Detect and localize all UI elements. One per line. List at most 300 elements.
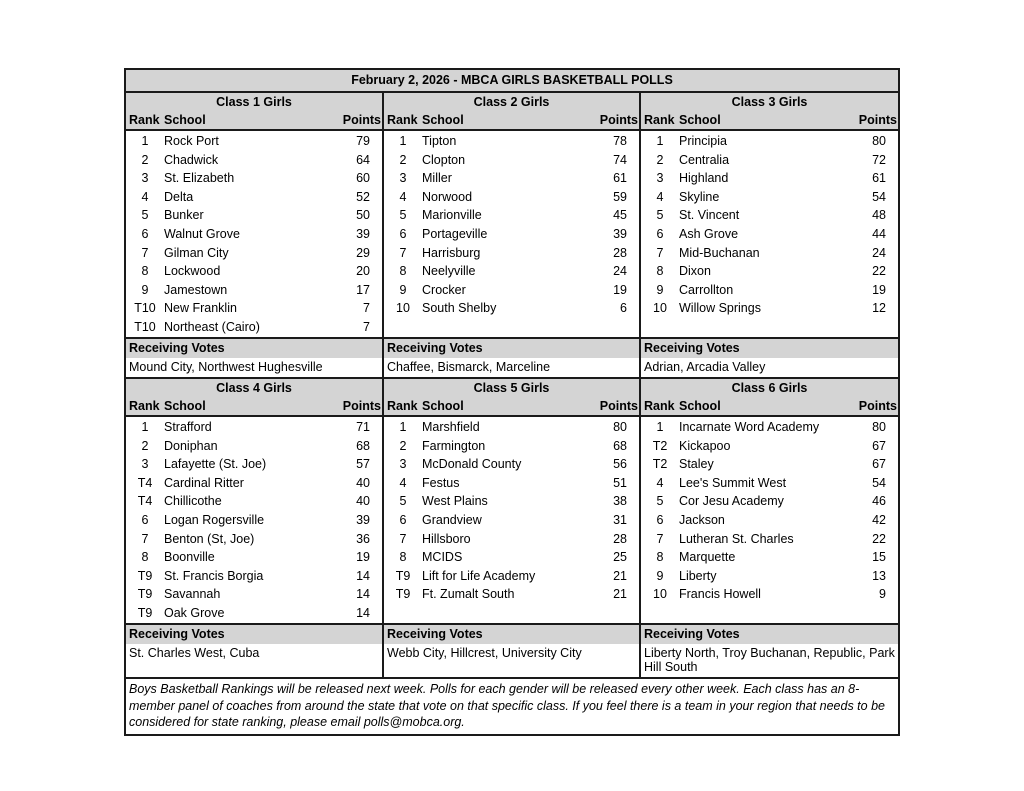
- table-row: [126, 585, 382, 604]
- table-row: [126, 455, 382, 474]
- points-cell: 50: [356, 208, 370, 223]
- table-row: [384, 244, 639, 263]
- band-classes-4-6: [126, 379, 898, 679]
- points-cell: 61: [872, 171, 886, 186]
- school-cell: Cardinal Ritter: [164, 475, 244, 490]
- points-cell: 14: [356, 587, 370, 602]
- rank-cell: T9: [137, 587, 153, 602]
- rank-cell: 8: [656, 264, 664, 279]
- rank-cell: 6: [141, 512, 149, 527]
- school-cell: Lutheran St. Charles: [679, 531, 794, 546]
- school-cell: Chillicothe: [164, 494, 222, 509]
- school-cell: Skyline: [679, 189, 720, 204]
- school-cell: Festus: [422, 475, 460, 490]
- rank-cell: 2: [399, 152, 407, 167]
- points-cell: 14: [356, 605, 370, 620]
- table-row: [641, 548, 898, 567]
- receiving-votes-list: St. Charles West, Cuba: [129, 646, 260, 660]
- class-panel: [384, 93, 641, 377]
- rankings-list: [384, 417, 639, 623]
- school-cell: Centralia: [679, 152, 730, 167]
- class-header: [641, 93, 898, 131]
- points-cell: 72: [872, 152, 886, 167]
- table-row: [384, 299, 639, 318]
- school-cell: Lee's Summit West: [679, 475, 787, 490]
- table-row: [384, 225, 639, 244]
- points-cell: 51: [613, 475, 627, 490]
- school-header: School: [164, 399, 206, 413]
- rank-cell: 5: [141, 208, 149, 223]
- table-row: [641, 244, 898, 263]
- class-title: Class 4 Girls: [216, 381, 292, 395]
- school-cell: Carrollton: [679, 282, 734, 297]
- table-row: [641, 188, 898, 207]
- table-row: [384, 567, 639, 586]
- points-cell: 61: [613, 171, 627, 186]
- class-header: [126, 93, 382, 131]
- points-cell: 28: [613, 531, 627, 546]
- column-headers: [126, 111, 382, 129]
- rank-cell: T9: [395, 587, 411, 602]
- rank-cell: 7: [399, 531, 407, 546]
- school-cell: Cor Jesu Academy: [679, 494, 784, 509]
- rank-cell: 7: [141, 245, 149, 260]
- band-classes-1-3: [126, 93, 898, 379]
- table-row: [126, 132, 382, 151]
- points-header: Points: [342, 399, 381, 413]
- points-cell: 36: [356, 531, 370, 546]
- table-row: [384, 548, 639, 567]
- rank-header: Rank: [387, 399, 418, 413]
- school-cell: Clopton: [422, 152, 466, 167]
- receiving-votes-list: Adrian, Arcadia Valley: [644, 360, 766, 374]
- points-cell: 79: [356, 134, 370, 148]
- rank-cell: 5: [656, 494, 664, 509]
- rank-cell: 3: [399, 457, 407, 472]
- points-cell: 29: [356, 245, 370, 260]
- rank-cell: 9: [656, 282, 664, 297]
- table-row: [126, 548, 382, 567]
- footer-note: Boys Basketball Rankings will be released next week. Polls for each gender will be released every other week. Each class has an 8-member panel of coaches from around the state that vote on that specific class. If you feel there is a team in your region that needs to be considered for state ranking, please email polls@mobca.org.: [129, 682, 885, 729]
- points-cell: 60: [356, 171, 370, 186]
- table-row: [126, 299, 382, 318]
- points-cell: 64: [356, 152, 370, 167]
- school-cell: Walnut Grove: [164, 226, 240, 241]
- rank-cell: 1: [399, 134, 407, 148]
- rank-cell: 4: [141, 189, 149, 204]
- column-headers: [384, 111, 639, 129]
- rank-cell: T10: [134, 319, 156, 334]
- receiving-votes-label: Receiving Votes: [126, 623, 382, 644]
- table-row: [126, 281, 382, 300]
- rank-cell: 7: [656, 245, 664, 260]
- rank-cell: 6: [656, 226, 664, 241]
- class-panel: [126, 93, 384, 377]
- table-row: [641, 567, 898, 586]
- school-cell: McDonald County: [422, 457, 522, 472]
- rank-header: Rank: [129, 113, 160, 127]
- school-cell: Bunker: [164, 208, 204, 223]
- school-cell: Marquette: [679, 550, 736, 565]
- points-cell: 25: [613, 550, 627, 565]
- receiving-votes-label: Receiving Votes: [641, 337, 898, 358]
- school-cell: Tipton: [422, 134, 457, 148]
- rank-cell: T4: [137, 494, 153, 509]
- rank-cell: T9: [137, 568, 153, 583]
- rank-cell: T4: [137, 475, 153, 490]
- class-header: [384, 379, 639, 417]
- table-row: [641, 437, 898, 456]
- table-row: [384, 169, 639, 188]
- table-row: [126, 604, 382, 623]
- rank-cell: 8: [399, 550, 407, 565]
- points-cell: 28: [613, 245, 627, 260]
- rank-cell: 4: [656, 189, 664, 204]
- school-cell: Doniphan: [164, 438, 218, 453]
- points-header: Points: [342, 113, 381, 127]
- points-cell: 54: [872, 475, 886, 490]
- school-cell: Ash Grove: [679, 226, 739, 241]
- receiving-votes-list: Chaffee, Bismarck, Marceline: [387, 360, 551, 374]
- column-headers: [641, 397, 898, 415]
- table-row: [384, 206, 639, 225]
- points-cell: 46: [872, 494, 886, 509]
- rank-cell: 10: [396, 301, 410, 316]
- school-cell: Marshfield: [422, 420, 480, 434]
- points-cell: 74: [613, 152, 627, 167]
- school-cell: Strafford: [164, 420, 212, 434]
- rank-cell: 1: [656, 134, 664, 148]
- polls-table: [124, 68, 900, 736]
- table-row: [384, 418, 639, 437]
- school-header: School: [422, 399, 464, 413]
- points-cell: 12: [872, 301, 886, 316]
- rank-cell: 8: [141, 550, 149, 565]
- table-row: [384, 455, 639, 474]
- table-row: [641, 455, 898, 474]
- rank-cell: 6: [656, 512, 664, 527]
- school-cell: Jackson: [679, 512, 725, 527]
- points-cell: 38: [613, 494, 627, 509]
- table-row: [126, 244, 382, 263]
- school-cell: Lafayette (St. Joe): [164, 457, 267, 472]
- rank-cell: 8: [656, 550, 664, 565]
- class-title: Class 5 Girls: [473, 381, 550, 395]
- rank-cell: 7: [399, 245, 407, 260]
- table-row: [641, 132, 898, 151]
- points-cell: 40: [356, 475, 370, 490]
- school-cell: Francis Howell: [679, 587, 761, 602]
- class-title: Class 1 Girls: [216, 95, 292, 109]
- points-cell: 17: [356, 282, 370, 297]
- table-row: [641, 206, 898, 225]
- school-header: School: [679, 399, 721, 413]
- table-row: [384, 262, 639, 281]
- rank-cell: 4: [399, 475, 407, 490]
- points-cell: 78: [613, 134, 627, 148]
- school-cell: Harrisburg: [422, 245, 481, 260]
- rank-header: Rank: [644, 113, 675, 127]
- column-headers: [384, 397, 639, 415]
- points-cell: 9: [879, 587, 886, 602]
- points-cell: 59: [613, 189, 627, 204]
- table-row: [126, 188, 382, 207]
- points-cell: 19: [872, 282, 886, 297]
- rank-cell: T9: [137, 605, 153, 620]
- rank-header: Rank: [129, 399, 160, 413]
- school-cell: Northeast (Cairo): [164, 319, 260, 334]
- class-header: [126, 379, 382, 417]
- rank-cell: 2: [141, 152, 149, 167]
- table-row: [641, 299, 898, 318]
- rank-cell: 1: [656, 420, 664, 434]
- points-cell: 39: [356, 226, 370, 241]
- points-cell: 24: [872, 245, 886, 260]
- school-cell: South Shelby: [422, 301, 497, 316]
- points-cell: 7: [363, 319, 370, 334]
- table-row: [641, 262, 898, 281]
- rank-cell: 3: [656, 171, 664, 186]
- rank-cell: 9: [399, 282, 407, 297]
- points-cell: 52: [356, 189, 370, 204]
- rank-cell: 6: [399, 512, 407, 527]
- class-panel: [641, 379, 898, 677]
- receiving-votes-label: Receiving Votes: [641, 623, 898, 644]
- school-cell: Lift for Life Academy: [422, 568, 536, 583]
- points-cell: 14: [356, 568, 370, 583]
- points-cell: 6: [620, 301, 627, 316]
- school-header: School: [164, 113, 206, 127]
- rank-cell: 5: [399, 494, 407, 509]
- points-cell: 39: [613, 226, 627, 241]
- school-cell: Portageville: [422, 226, 488, 241]
- school-cell: Incarnate Word Academy: [679, 420, 820, 434]
- class-panel: [126, 379, 384, 677]
- table-row: [641, 511, 898, 530]
- points-cell: 67: [872, 457, 886, 472]
- receiving-votes-list: Webb City, Hillcrest, University City: [387, 646, 582, 660]
- points-header: Points: [858, 113, 897, 127]
- school-cell: New Franklin: [164, 301, 237, 316]
- table-row: [641, 169, 898, 188]
- school-header: School: [422, 113, 464, 127]
- table-row: [641, 225, 898, 244]
- points-cell: 7: [363, 301, 370, 316]
- school-cell: Crocker: [422, 282, 466, 297]
- table-row: [641, 530, 898, 549]
- column-headers: [641, 111, 898, 129]
- table-row: [641, 585, 898, 604]
- points-cell: 54: [872, 189, 886, 204]
- school-cell: Willow Springs: [679, 301, 761, 316]
- rank-cell: 4: [399, 189, 407, 204]
- school-cell: Savannah: [164, 587, 221, 602]
- receiving-votes-label: Receiving Votes: [384, 337, 639, 358]
- points-cell: 22: [872, 264, 886, 279]
- rank-cell: 3: [141, 457, 149, 472]
- points-cell: 80: [872, 134, 886, 148]
- column-headers: [126, 397, 382, 415]
- rank-cell: 2: [656, 152, 664, 167]
- points-cell: 48: [872, 208, 886, 223]
- table-row: [126, 511, 382, 530]
- table-row: [126, 530, 382, 549]
- table-row: [384, 585, 639, 604]
- points-header: Points: [599, 399, 638, 413]
- rank-cell: 5: [399, 208, 407, 223]
- school-cell: Ft. Zumalt South: [422, 587, 515, 602]
- table-row: [126, 318, 382, 337]
- school-cell: MCIDS: [422, 550, 463, 565]
- table-row: [126, 567, 382, 586]
- rank-cell: 1: [141, 420, 149, 434]
- school-cell: Liberty: [679, 568, 717, 583]
- table-row: [384, 281, 639, 300]
- rank-cell: 10: [653, 587, 667, 602]
- school-cell: Farmington: [422, 438, 486, 453]
- points-cell: 22: [872, 531, 886, 546]
- school-cell: Chadwick: [164, 152, 219, 167]
- receiving-votes-label: Receiving Votes: [384, 623, 639, 644]
- rank-cell: T10: [134, 301, 156, 316]
- points-cell: 56: [613, 457, 627, 472]
- rankings-list: [126, 417, 382, 623]
- table-row: [641, 281, 898, 300]
- rank-header: Rank: [387, 113, 418, 127]
- rank-cell: 8: [399, 264, 407, 279]
- school-cell: Marionville: [422, 208, 482, 223]
- points-cell: 20: [356, 264, 370, 279]
- school-cell: Principia: [679, 134, 727, 148]
- receiving-votes-list: Liberty North, Troy Buchanan, Republic, Park Hill South: [644, 646, 895, 674]
- school-cell: Kickapoo: [679, 438, 731, 453]
- rank-cell: 7: [656, 531, 664, 546]
- points-cell: 45: [613, 208, 627, 223]
- class-title: Class 6 Girls: [731, 381, 808, 395]
- school-cell: Norwood: [422, 189, 473, 204]
- points-cell: 57: [356, 457, 370, 472]
- table-row: [126, 418, 382, 437]
- points-cell: 13: [872, 568, 886, 583]
- rank-cell: 1: [141, 134, 149, 148]
- rank-cell: 2: [141, 438, 149, 453]
- rank-cell: 4: [656, 475, 664, 490]
- receiving-votes-label: Receiving Votes: [126, 337, 382, 358]
- school-cell: West Plains: [422, 494, 488, 509]
- rank-cell: 6: [399, 226, 407, 241]
- points-cell: 15: [872, 550, 886, 565]
- table-row: [384, 151, 639, 170]
- class-title: Class 3 Girls: [731, 95, 808, 109]
- points-cell: 24: [613, 264, 627, 279]
- table-row: [384, 132, 639, 151]
- school-cell: Hillsboro: [422, 531, 471, 546]
- points-cell: 71: [356, 420, 370, 434]
- rank-cell: 6: [141, 226, 149, 241]
- points-cell: 31: [613, 512, 627, 527]
- table-row: [384, 530, 639, 549]
- points-cell: 68: [613, 438, 627, 453]
- table-row: [384, 511, 639, 530]
- points-header: Points: [858, 399, 897, 413]
- page-title: February 2, 2026 - MBCA GIRLS BASKETBALL POLLS: [126, 70, 898, 93]
- school-cell: Oak Grove: [164, 605, 225, 620]
- school-cell: Miller: [422, 171, 452, 186]
- points-cell: 67: [872, 438, 886, 453]
- table-row: [126, 206, 382, 225]
- table-row: [126, 262, 382, 281]
- rankings-list: [384, 131, 639, 337]
- points-cell: 19: [613, 282, 627, 297]
- school-cell: Highland: [679, 171, 729, 186]
- class-panel: [384, 379, 641, 677]
- school-cell: Staley: [679, 457, 714, 472]
- table-row: [126, 474, 382, 493]
- school-cell: Neelyville: [422, 264, 476, 279]
- receiving-votes-list: Mound City, Northwest Hughesville: [129, 360, 323, 374]
- points-cell: 42: [872, 512, 886, 527]
- points-cell: 19: [356, 550, 370, 565]
- school-cell: Lockwood: [164, 264, 221, 279]
- school-cell: Gilman City: [164, 245, 229, 260]
- table-row: [126, 225, 382, 244]
- rankings-list: [641, 417, 898, 623]
- school-cell: Logan Rogersville: [164, 512, 265, 527]
- points-cell: 68: [356, 438, 370, 453]
- rank-cell: T2: [652, 438, 668, 453]
- rank-header: Rank: [644, 399, 675, 413]
- points-cell: 21: [613, 568, 627, 583]
- school-cell: Dixon: [679, 264, 711, 279]
- rank-cell: 3: [141, 171, 149, 186]
- table-row: [641, 474, 898, 493]
- table-row: [641, 418, 898, 437]
- table-row: [126, 437, 382, 456]
- points-header: Points: [599, 113, 638, 127]
- school-header: School: [679, 113, 721, 127]
- points-cell: 21: [613, 587, 627, 602]
- rank-cell: T2: [652, 457, 668, 472]
- rank-cell: 3: [399, 171, 407, 186]
- rankings-list: [641, 131, 898, 337]
- table-row: [384, 492, 639, 511]
- points-cell: 44: [872, 226, 886, 241]
- class-title: Class 2 Girls: [473, 95, 550, 109]
- school-cell: Grandview: [422, 512, 482, 527]
- rank-cell: 10: [653, 301, 667, 316]
- points-cell: 40: [356, 494, 370, 509]
- school-cell: Mid-Buchanan: [679, 245, 760, 260]
- points-cell: 80: [872, 420, 886, 434]
- rank-cell: T9: [395, 568, 411, 583]
- school-cell: Boonville: [164, 550, 215, 565]
- table-row: [126, 492, 382, 511]
- table-row: [384, 188, 639, 207]
- rank-cell: 1: [399, 420, 407, 434]
- class-header: [384, 93, 639, 131]
- school-cell: Rock Port: [164, 134, 219, 148]
- rank-cell: 8: [141, 264, 149, 279]
- rank-cell: 9: [656, 568, 664, 583]
- table-row: [126, 169, 382, 188]
- table-row: [384, 437, 639, 456]
- school-cell: St. Vincent: [679, 208, 740, 223]
- class-header: [641, 379, 898, 417]
- rankings-list: [126, 131, 382, 337]
- table-row: [384, 474, 639, 493]
- points-cell: 80: [613, 420, 627, 434]
- rank-cell: 7: [141, 531, 149, 546]
